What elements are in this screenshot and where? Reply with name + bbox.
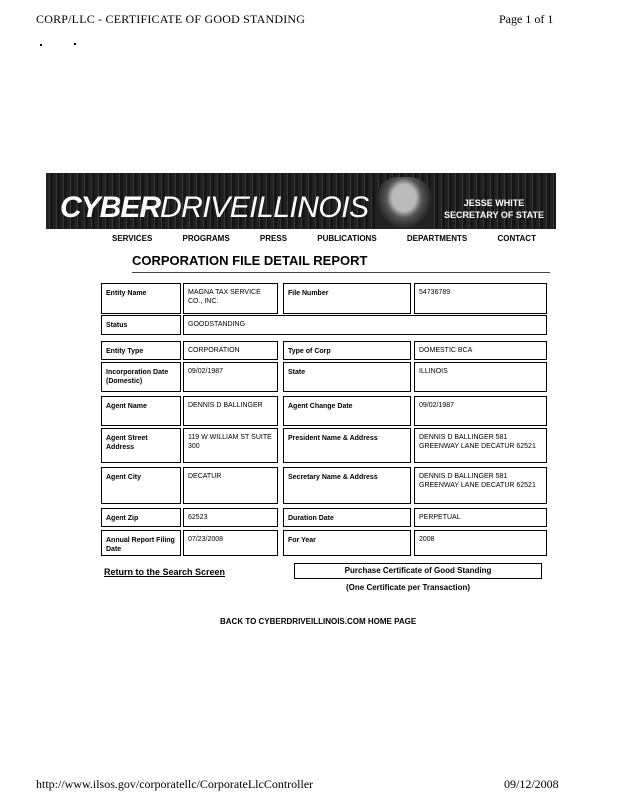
site-banner[interactable] [46,173,556,229]
state-label: State [283,362,411,392]
print-footer-url: http://www.ilsos.gov/corporatellc/CorporateLlcController [36,777,314,791]
logo-bold-text: CYBER [60,191,161,224]
agent-change-date-label: Agent Change Date [283,396,411,426]
status-value: GOODSTANDING [183,315,547,335]
scan-speck [74,43,76,45]
scan-speck [40,44,42,46]
entity-name-value: MAGNA TAX SERVICE CO., INC. [183,283,278,314]
purchase-note: (One Certificate per Transaction) [346,583,471,592]
main-nav [112,234,536,243]
agent-city-label: Agent City [101,467,181,504]
annual-report-date-value: 07/23/2008 [183,530,278,556]
duration-date-label: Duration Date [283,508,411,527]
official-block [438,197,550,221]
home-page-link[interactable]: BACK TO CYBERDRIVEILLINOIS.COM HOME PAGE [220,617,417,626]
agent-zip-label: Agent Zip [101,508,181,527]
incorporation-date-label: Incorporation Date (Domestic) [101,362,181,392]
entity-name-label: Entity Name [101,283,181,314]
title-divider [132,272,550,273]
nav-item-press[interactable]: PRESS [259,234,288,243]
president-value: DENNIS D BALLINGER 581 GREENWAY LANE DECATUR 62521 [414,428,547,463]
print-page-number: Page 1 of 1 [499,12,554,26]
nav-item-departments[interactable]: DEPARTMENTS [406,234,468,243]
site-logo[interactable] [60,191,369,225]
for-year-value: 2008 [414,530,547,556]
status-label: Status [101,315,181,335]
agent-change-date-value: 09/02/1987 [414,396,547,426]
agent-name-label: Agent Name [101,396,181,426]
file-number-label: File Number [283,283,411,314]
print-header-title: CORP/LLC - CERTIFICATE OF GOOD STANDING [36,12,306,26]
entity-type-label: Entity Type [101,341,181,360]
page-title: CORPORATION FILE DETAIL REPORT [132,253,368,268]
official-title: SECRETARY OF STATE [443,210,544,220]
agent-street-label: Agent Street Address [101,428,181,463]
logo-light-text: DRIVEILLINOIS [160,191,369,224]
president-label: President Name & Address [283,428,411,463]
secretary-value: DENNIS D BALLINGER 581 GREENWAY LANE DECATUR 62521 [414,467,547,504]
secretary-portrait [376,177,432,229]
nav-item-services[interactable]: SERVICES [112,234,153,243]
for-year-label: For Year [283,530,411,556]
entity-type-value: CORPORATION [183,341,278,360]
agent-street-value: 119 W WILLIAM ST SUITE 300 [183,428,278,463]
purchase-certificate-button[interactable]: Purchase Certificate of Good Standing [294,563,542,579]
incorporation-date-value: 09/02/1987 [183,362,278,392]
return-to-search-link[interactable]: Return to the Search Screen [104,567,226,577]
duration-date-value: PERPETUAL [414,508,547,527]
annual-report-date-label: Annual Report Filing Date [101,530,181,556]
agent-name-value: DENNIS D BALLINGER [183,396,278,426]
file-number-value: 54736789 [414,283,547,314]
agent-zip-value: 62523 [183,508,278,527]
secretary-label: Secretary Name & Address [283,467,411,504]
agent-city-value: DECATUR [183,467,278,504]
print-footer-date: 09/12/2008 [504,777,559,791]
nav-item-contact[interactable]: CONTACT [497,234,536,243]
nav-item-programs[interactable]: PROGRAMS [182,234,230,243]
type-of-corp-label: Type of Corp [283,341,411,360]
official-name: JESSE WHITE [463,198,525,208]
nav-item-publications[interactable]: PUBLICATIONS [317,234,377,243]
state-value: ILLINOIS [414,362,547,392]
type-of-corp-value: DOMESTIC BCA [414,341,547,360]
